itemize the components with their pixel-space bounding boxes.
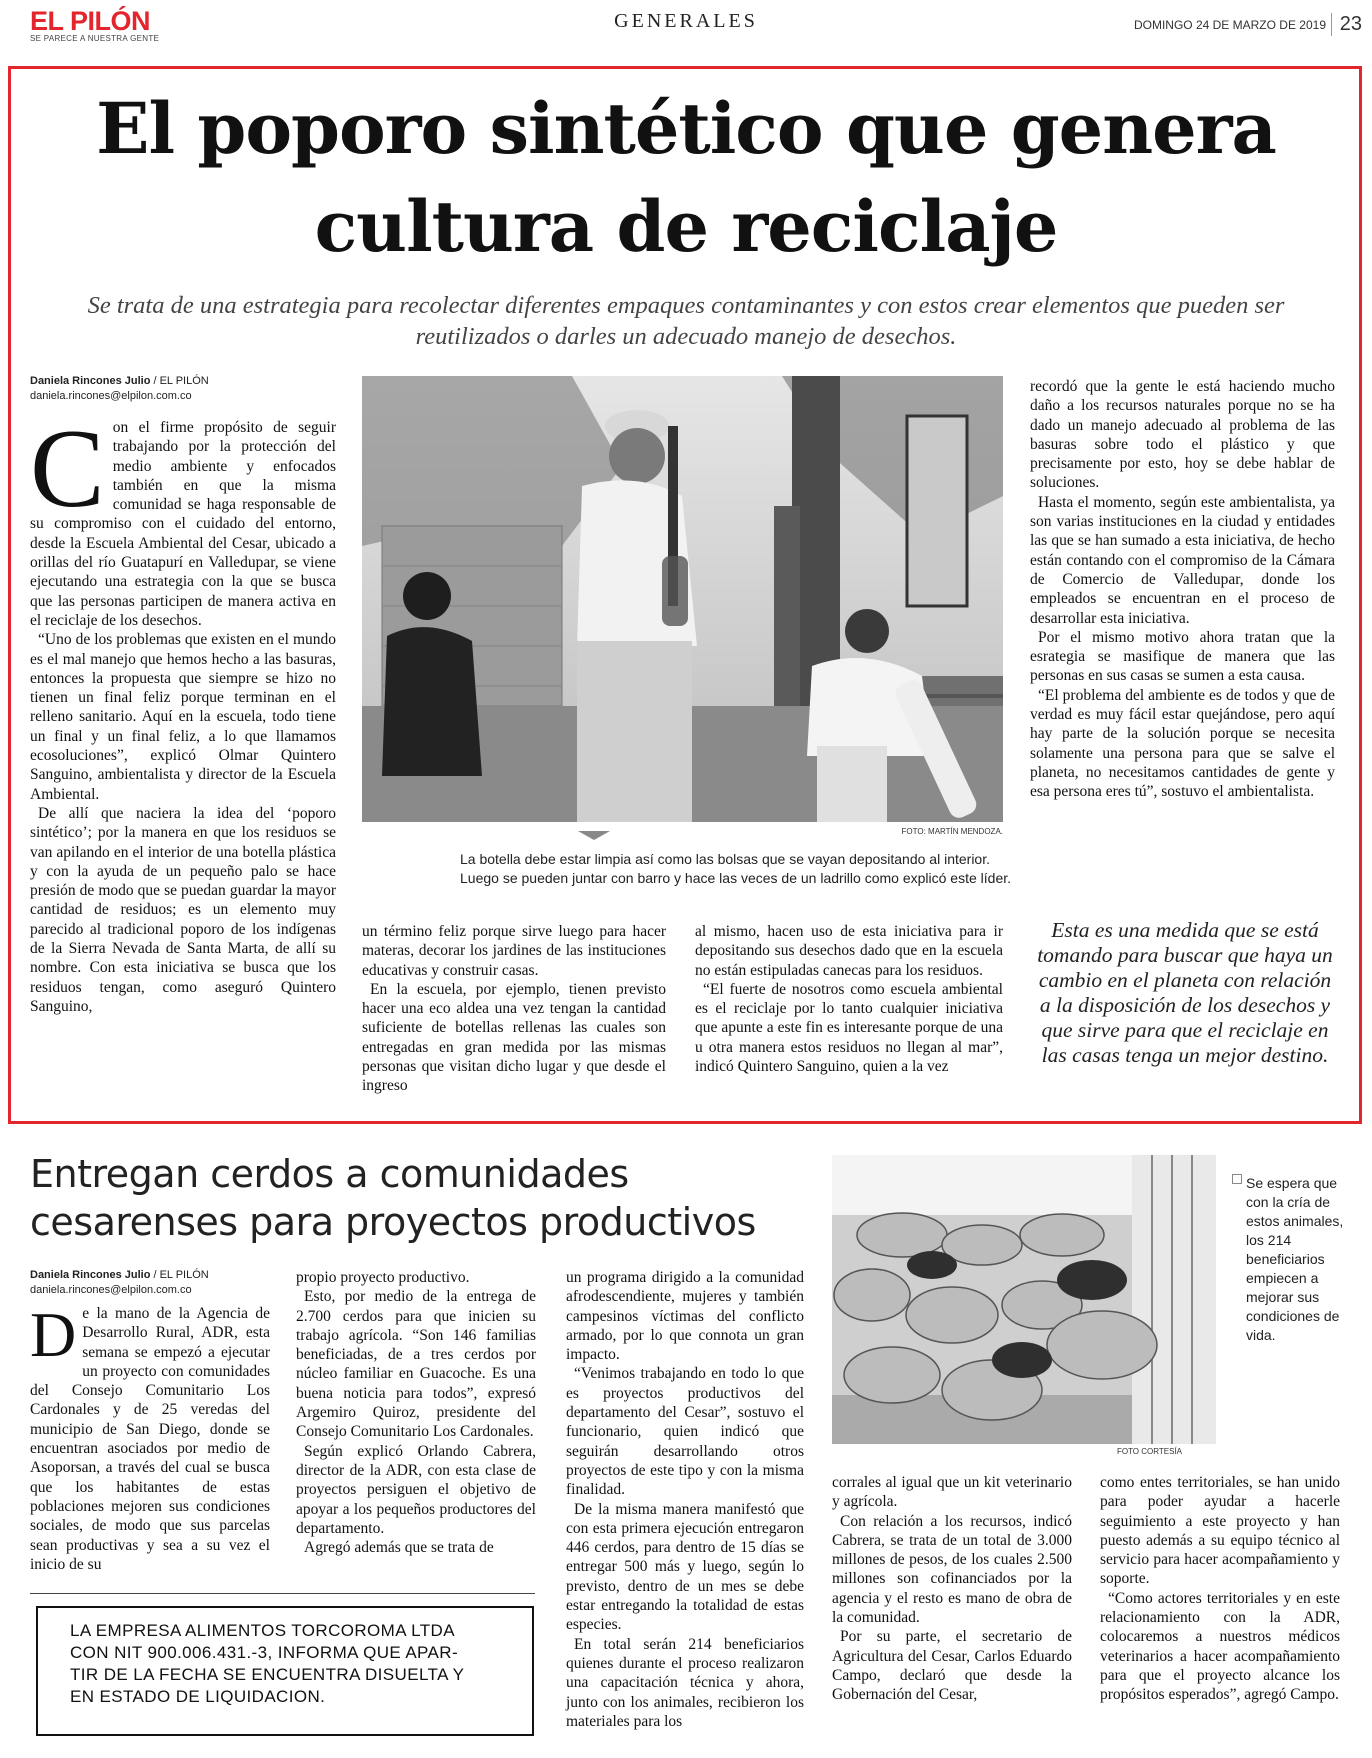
notice-line: TIR DE LA FECHA SE ENCUENTRA DISUELTA Y [70,1665,465,1684]
drop-cap: C [30,407,105,531]
caption-line-1: La botella debe estar limpia así como las bolsas que se vayan depositando al interior. [460,851,990,867]
photo-credit [832,1447,1216,1456]
pigs-photo-illustration [832,1155,1216,1444]
paragraph: De la misma manera manifestó que con esta primera ejecución entregaron 446 cerdos, para dentro de 15 días se entregar 500 más y luego, según lo previsto, dentro de un mes se debe estar entregando la totalidad de estas especies. [566,1500,804,1634]
paragraph: “Como actores territoriales y en este relacionamiento con la ADR, colocaremos a nuestros médicos veterinarios a hacer acompañamiento para que el proyecto alcance los propósitos esperados”, agregó Campo. [1100,1589,1340,1704]
side-caption: Se espera que con la cría de estos animales, los 214 beneficiarios empiecen a mejorar sus condiciones de vida. [1246,1175,1344,1343]
article-column-3 [566,1268,804,1731]
article-column-1 [30,407,336,1016]
paragraph: Agregó además que se trata de [304,1539,494,1557]
notice-line: LA EMPRESA ALIMENTOS TORCOROMA LTDA [70,1621,455,1640]
paragraph: “Uno de los problemas que existen en el mundo es el mal manejo que hemos hecho a las basuras, entonces la propuesta que siempre se hizo no tienen un final feliz porque terminan en el relleno sanitario. Aquí en la escuela, todo tiene un final y un final feliz, a lo que llamamos ecosoluciones”, explicó Olmar Quintero Sanguino, ambientalista y director de la Escuela Ambiental. [30,631,336,803]
photo-credit: FOTO: MARTÍN MENDOZA. [901,827,1003,836]
article-column-4 [1030,377,1335,802]
recycling-photo-illustration [362,376,1003,822]
article-byline [30,374,336,404]
paragraph: recordó que la gente le está haciendo mucho daño a los recursos naturales porque no se ha dado un manejo adecuado al problema de las basuras sobre todo el plástico y que precisamente por esto, hoy se debe hablar de soluciones. [1030,378,1335,492]
article-column-1 [30,1299,270,1574]
paragraph: corrales al igual que un kit veterinario y agrícola. [832,1474,1072,1511]
article-byline [30,1268,275,1298]
article-deck: Se trata de una estrategia para recolectar diferentes empaques contaminantes y con estos crear elementos que pueden ser reutilizados o darles un adecuado manejo de desechos. [87,292,1285,350]
page-number: 23 [1331,13,1362,36]
paragraph: En la escuela, por ejemplo, tienen previsto hacer una eco aldea una vez tengan la cantidad suficiente de botellas rellenas las cuales son entregadas en gran medida por las mismas personas que visitan dicho lugar y que desde el ingreso [362,980,666,1095]
article-column-2 [362,922,666,1096]
second-article-headline [30,1150,830,1246]
paragraph: Esto, por medio de la entrega de 2.700 cerdos para que inicien su trabajo agrícola. “Son 146 familias beneficiadas, de a tres cerdos por núcleo familiar en Guacoche. Es una buena noticia para todos”, expresó Argemiro Quiroz, presidente del Consejo Comunitario Los Cardonales. [296,1288,536,1441]
paragraph: Hasta el momento, según este ambientalista, ya son varias instituciones en la ciudad y entidades las que se han sumado a esta iniciativa, de hecho están contando con el compromiso de la Cámara de Comercio de Valledupar, donde los empleados se encuentran en el proceso de desarrollar esta iniciativa. [1030,493,1335,627]
caption-marker-icon [1232,1174,1242,1184]
paragraph: Con relación a los recursos, indicó Cabrera, se trata de un total de 3.000 millones de pesos, de los cuales 2.500 millones son cofinanciados por la agencia y el resto es mano de obra de la comunidad. [832,1512,1072,1627]
caption-line-2: Luego se pueden juntar con barro y hace las veces de un ladrillo como explicó este líder. [460,870,1012,886]
paragraph: e la mano de la Agencia de Desarrollo Rural, ADR, esta semana se empezó a ejecutar un proyecto con comunidades del Consejo Comunitario Los Cardonales y de 25 veredas del municipio de San Diego, donde se encuentran asociados por medio de Asoporsan, a través del cual se busca que los habitantes de estas poblaciones mejoren sus condiciones sociales, de modo que sus parcelas sean productivas y sea a su vez el inicio de su [30,1305,270,1573]
article-column-5 [1100,1473,1340,1705]
headline-line-2: cesarenses para proyectos productivos [30,1200,756,1244]
article-photo [362,376,1003,822]
author-email: daniela.rincones@elpilon.com.co [30,1284,192,1296]
paragraph: al mismo, hacen uso de esta iniciativa para ir depositando sus desechos dado que en la escuela no están estipuladas canecas para los residuos. [695,923,1003,979]
outlet-name: / EL PILÓN [150,375,209,387]
author-name: Daniela Rincones Julio [30,1269,151,1281]
pull-quote: Esta es una medida que se está tomando para buscar que haya un cambio en el planeta con relación a la disposición de los desechos y que sirve para que el reciclaje en las casas tenga un mejor destino. [1037,918,1333,1067]
article-photo [832,1155,1216,1444]
photo-caption [460,850,1020,888]
paragraph: propio proyecto productivo. [296,1269,470,1286]
paragraph: De allí que naciera la idea del ‘poporo sintético’; por la manera en que los residuos se van apilando en el interior de una botella plástica y con la ayuda de un pequeño palo se hace presión de modo que se puedan guardar la mayor cantidad de residuos; es un elemento muy parecido al tradicional poporo de los indígenas de la Sierra Nevada de Santa Marta, de allí su nombre. Con esta iniciativa se busca que los residuos tengan, como aseguró Quintero Sanguino, [30,804,336,1015]
paragraph: un programa dirigido a la comunidad afrodescendiente, mujeres y también campesinos víctimas del conflicto armado, por lo que connota un gran impacto. [566,1269,804,1364]
photo-credit-text: FOTO CORTESÍA [1116,1447,1182,1456]
notice-line: EN ESTADO DE LIQUIDACION. [70,1687,326,1706]
article-column-3 [695,922,1003,1076]
paragraph: En total serán 214 beneficiarios quienes durante el proceso realizaron una capacitación técnica y ahora, junto con los animales, recibieron los materiales para los [566,1635,804,1730]
paragraph: “El fuerte de nosotros como escuela ambiental es el reciclaje por lo tanto cualquier iniciativa que apunte a este fin es interesante porque de una u otra manera estos residuos no llegan al mar”, indicó Quintero Sanguino, quien a la vez [695,980,1003,1076]
paragraph: “Venimos trabajando en todo lo que es proyectos productivos del departamento del Cesar”, sostuvo el funcionario, quien indicó que seguirán desarrollando otros proyectos de este tipo y con la misma finalidad. [566,1365,804,1499]
drop-cap: D [30,1299,77,1370]
section-title: GENERALES [614,10,758,32]
author-name: Daniela Rincones Julio [30,375,151,387]
divider [30,1593,535,1594]
paragraph: on el firme propósito de seguir trabajando por la protección del medio ambiente y enfocados también en que la misma comunidad se haga responsable de su compromiso con el cuidado del entorno, desde la Escuela Ambiental del Cesar, ubicado a orillas del río Guatapurí en Valledupar, se viene ejecutando una estrategia con la que se busca que las personas participen de manera activa en el reciclaje de los desechos. [30,419,336,629]
issue-date: DOMINGO 24 DE MARZO DE 2019 [1133,18,1326,32]
paragraph: “El problema del ambiente es de todos y que de verdad es muy fácil estar quejándose, pero aquí hay parte de la solución porque se necesita solamente una persona para que se salve el planeta, no necesitamos cantidades de gente y esa persona eres tú”, sostuvo el ambientalista. [1030,686,1335,801]
newspaper-tagline: SE PARECE A NUESTRA GENTE [30,34,160,43]
newspaper-logo: EL PILÓN [30,6,151,36]
article-column-2 [296,1268,536,1557]
article-column-4 [832,1473,1072,1705]
headline-line-1: El poporo sintético que genera [96,87,1276,170]
paragraph: Según explicó Orlando Cabrera, director de la ADR, con esta clase de proyectos persiguen el objetivo de apoyar a los pequeños productores del departamento. [296,1442,536,1537]
paragraph: Por su parte, el secretario de Agricultura del Cesar, Carlos Eduardo Campo, declaró que desde la Gobernación del Cesar, [832,1628,1072,1704]
notice-line: CON NIT 900.006.431.-3, INFORMA QUE APAR- [70,1643,459,1662]
caption-pointer-icon [578,831,610,840]
headline-line-1: Entregan cerdos a comunidades [30,1152,629,1196]
legal-notice-box [36,1606,534,1736]
paragraph: un término feliz porque sirve luego para hacer materas, decorar los jardines de las instituciones educativas y construir casas. [362,923,666,979]
article-headline [20,80,1352,276]
paragraph: como entes territoriales, se han unido para poder ayudar a hacerle seguimiento a este proyecto y han puesto además a su equipo técnico al servicio para hacer acompañamiento y soporte. [1100,1474,1340,1588]
paragraph: Por el mismo motivo ahora tratan que la esrategia se masifique de manera que las personas en sus casas se sumen a esta causa. [1030,628,1335,685]
author-email: daniela.rincones@elpilon.com.co [30,390,192,402]
outlet-name: / EL PILÓN [150,1269,209,1281]
headline-line-2: cultura de reciclaje [314,185,1058,268]
